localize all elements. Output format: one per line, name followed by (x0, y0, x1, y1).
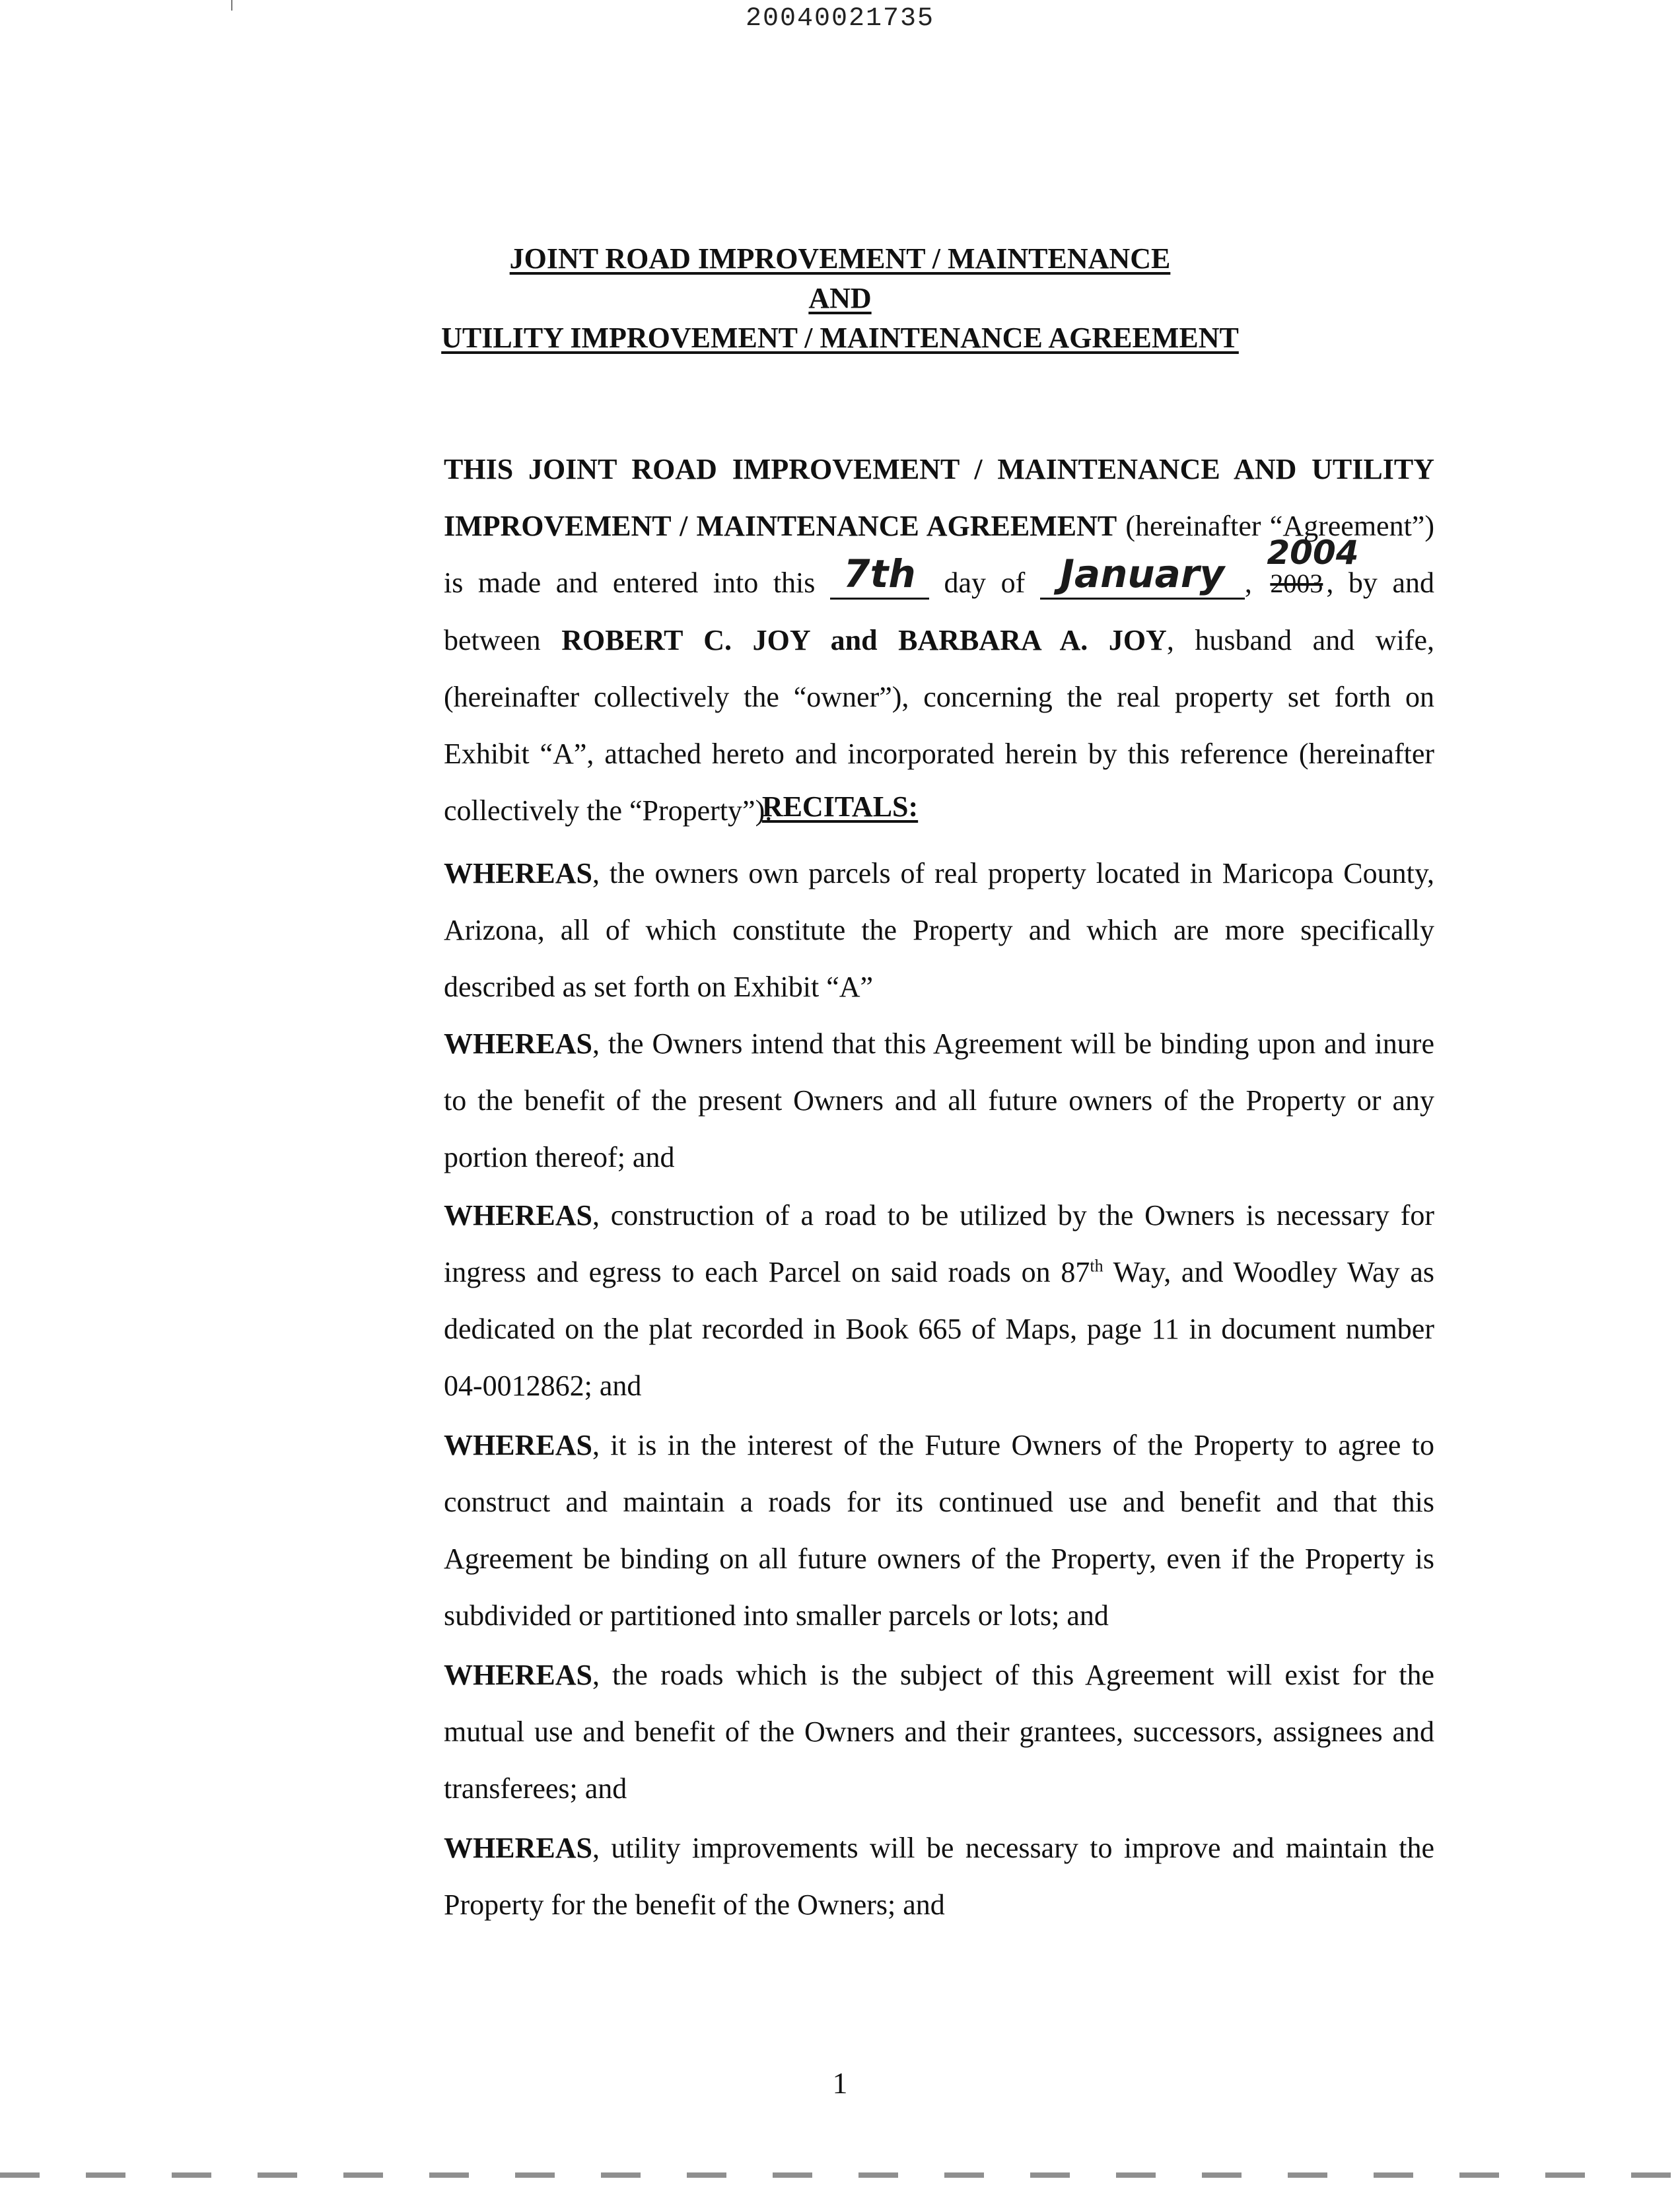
title-line-3: UTILITY IMPROVEMENT / MAINTENANCE AGREEMENT (441, 322, 1239, 354)
intro-bold-title: THIS JOINT ROAD IMPROVEMENT / MAINTENANCE AND UTILITY IMPROVEMENT / MAINTENANCE AGREEMENT (444, 453, 1434, 542)
title-line-1: JOINT ROAD IMPROVEMENT / MAINTENANCE (509, 242, 1171, 275)
recital-3: WHEREAS, construction of a road to be utilized by the Owners is necessary for ingress and egress to each Parcel on said roads on 87th Way, and Woodley Way as dedicated on the plat recorded in Book 665 of Maps, page 11 in document number 04-0012862; and (444, 1199, 1434, 1402)
struck-year: 2003 (1270, 569, 1323, 598)
title-line-2: AND (808, 282, 872, 314)
recital-5: WHEREAS, the roads which is the subject of this Agreement will exist for the mutual use and benefit of the Owners and their grantees, successors, assignees and transferees; and (444, 1659, 1434, 1805)
day-blank (830, 551, 929, 600)
month-blank (1040, 551, 1245, 600)
recital-4: WHEREAS, it is in the interest of the Future Owners of the Property to agree to construct and maintain a roads for its continued use and benefit and that this Agreement be binding on all future owners of the Property, even if the Property is subdivided or partitioned into smaller parcels or lots; and (444, 1429, 1434, 1632)
recital-6: WHEREAS, utility improvements will be necessary to improve and maintain the Property for the benefit of the Owners; and (444, 1832, 1434, 1921)
handwritten-month: January (1060, 551, 1225, 596)
recital-1: WHEREAS, the owners own parcels of real property located in Maricopa County, Arizona, all of which constitute the Property and which are more specifically described as set forth on Exhibit “A” (444, 857, 1434, 1003)
document-title (0, 239, 1680, 358)
handwritten-day: 7th (843, 551, 916, 596)
recital-2: WHEREAS, the Owners intend that this Agreement will be binding upon and inure to the benefit of the present Owners and all future owners of the Property or any portion thereof; and (444, 1027, 1434, 1173)
recitals-heading: RECITALS: (761, 790, 919, 823)
parties-names: ROBERT C. JOY and BARBARA A. JOY (561, 624, 1167, 656)
scan-edge-artifact (0, 2172, 1680, 2178)
year-correction (1267, 534, 1359, 612)
intro-paragraph (246, 441, 1434, 839)
page-number: 1 (832, 2066, 848, 2100)
handwritten-year: 2004 (1267, 534, 1359, 572)
intro-text: THIS JOINT ROAD IMPROVEMENT / MAINTENANCE AND UTILITY IMPROVEMENT / MAINTENANCE AGREEMENT (hereinafter “Agreement”) is made and entered into this 7th day of January , 2003 2004 , by and between ROBERT C. JOY and BARBARA A. JOY, husband and wife, (hereinafter collectively the “owner”), concerning the real property set forth on Exhibit “A”, attached hereto and incorporated herein by this reference (hereinafter collectively the “Property”). (444, 453, 1435, 827)
recording-number: 20040021735 (745, 4, 935, 34)
